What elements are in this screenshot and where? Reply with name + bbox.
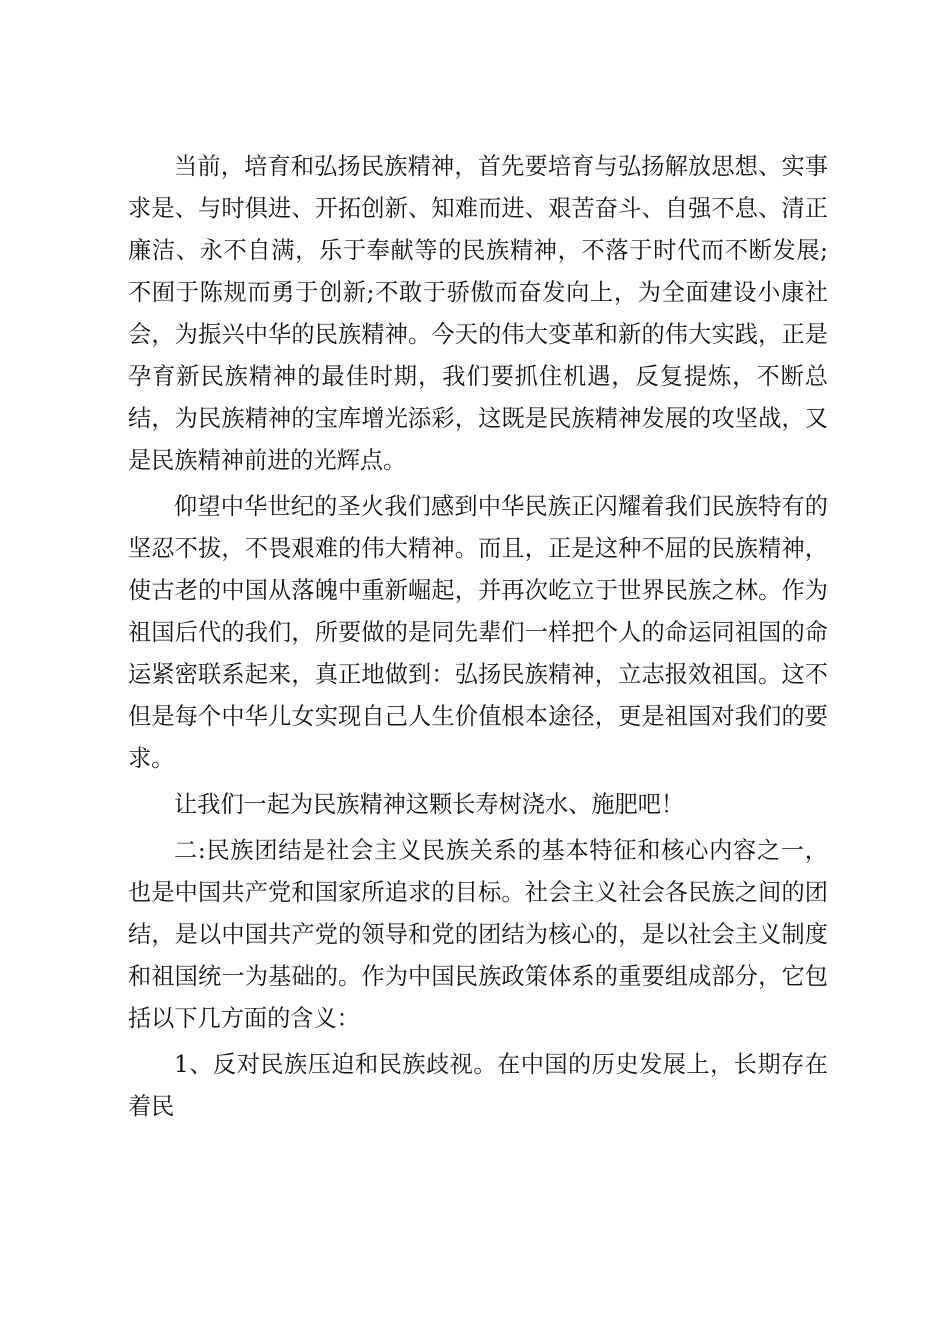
paragraph-call-to-action: 让我们一起为民族精神这颗长寿树浇水、施肥吧！: [174, 791, 685, 818]
paragraph-chinese-spirit: 仰望中华世纪的圣火我们感到中华民族正闪耀着我们民族特有的坚忍不拔，不畏艰难的伟大精神。而且，正是这种不屈的民族精神，使古老的中国从落魄中重新崛起，并再次屹立于世界民族之林。作为祖国后代的我们，所要做的是同先辈们一样把个人的命运同祖国的命运紧密联系起来，真正地做到：弘扬民族精神，立志报效祖国。这不但是每个中华儿女实现自己人生价值根本途径，更是祖国对我们的要求。: [128, 493, 828, 772]
paragraph-national-spirit: 当前，培育和弘扬民族精神，首先要培育与弘扬解放思想、实事求是、与时俱进、开拓创新、知难而进、艰苦奋斗、自强不息、清正廉洁、永不自满，乐于奉献等的民族精神，不落于时代而不断发展;不囿于陈规而勇于创新;不敢于骄傲而奋发向上，为全面建设小康社会，为振兴中华的民族精神。今天的伟大变革和新的伟大实践，正是孕育新民族精神的最佳时期，我们要抓住机遇，反复提炼，不断总结，为民族精神的宝库增光添彩，这既是民族精神发展的攻坚战，又是民族精神前进的光辉点。: [128, 153, 828, 474]
document-body: [128, 146, 828, 1132]
paragraph-point-1: 1、反对民族压迫和民族歧视。在中国的历史发展上，长期存在着民: [128, 1051, 828, 1120]
paragraph-ethnic-unity: 二:民族团结是社会主义民族关系的基本特征和核心内容之一，也是中国共产党和国家所追求的目标。社会主义社会各民族之间的团结，是以中国共产党的领导和党的团结为核心的，是以社会主义制度和祖国统一为基础的。作为中国民族政策体系的重要组成部分，它包括以下几方面的含义：: [128, 837, 828, 1032]
